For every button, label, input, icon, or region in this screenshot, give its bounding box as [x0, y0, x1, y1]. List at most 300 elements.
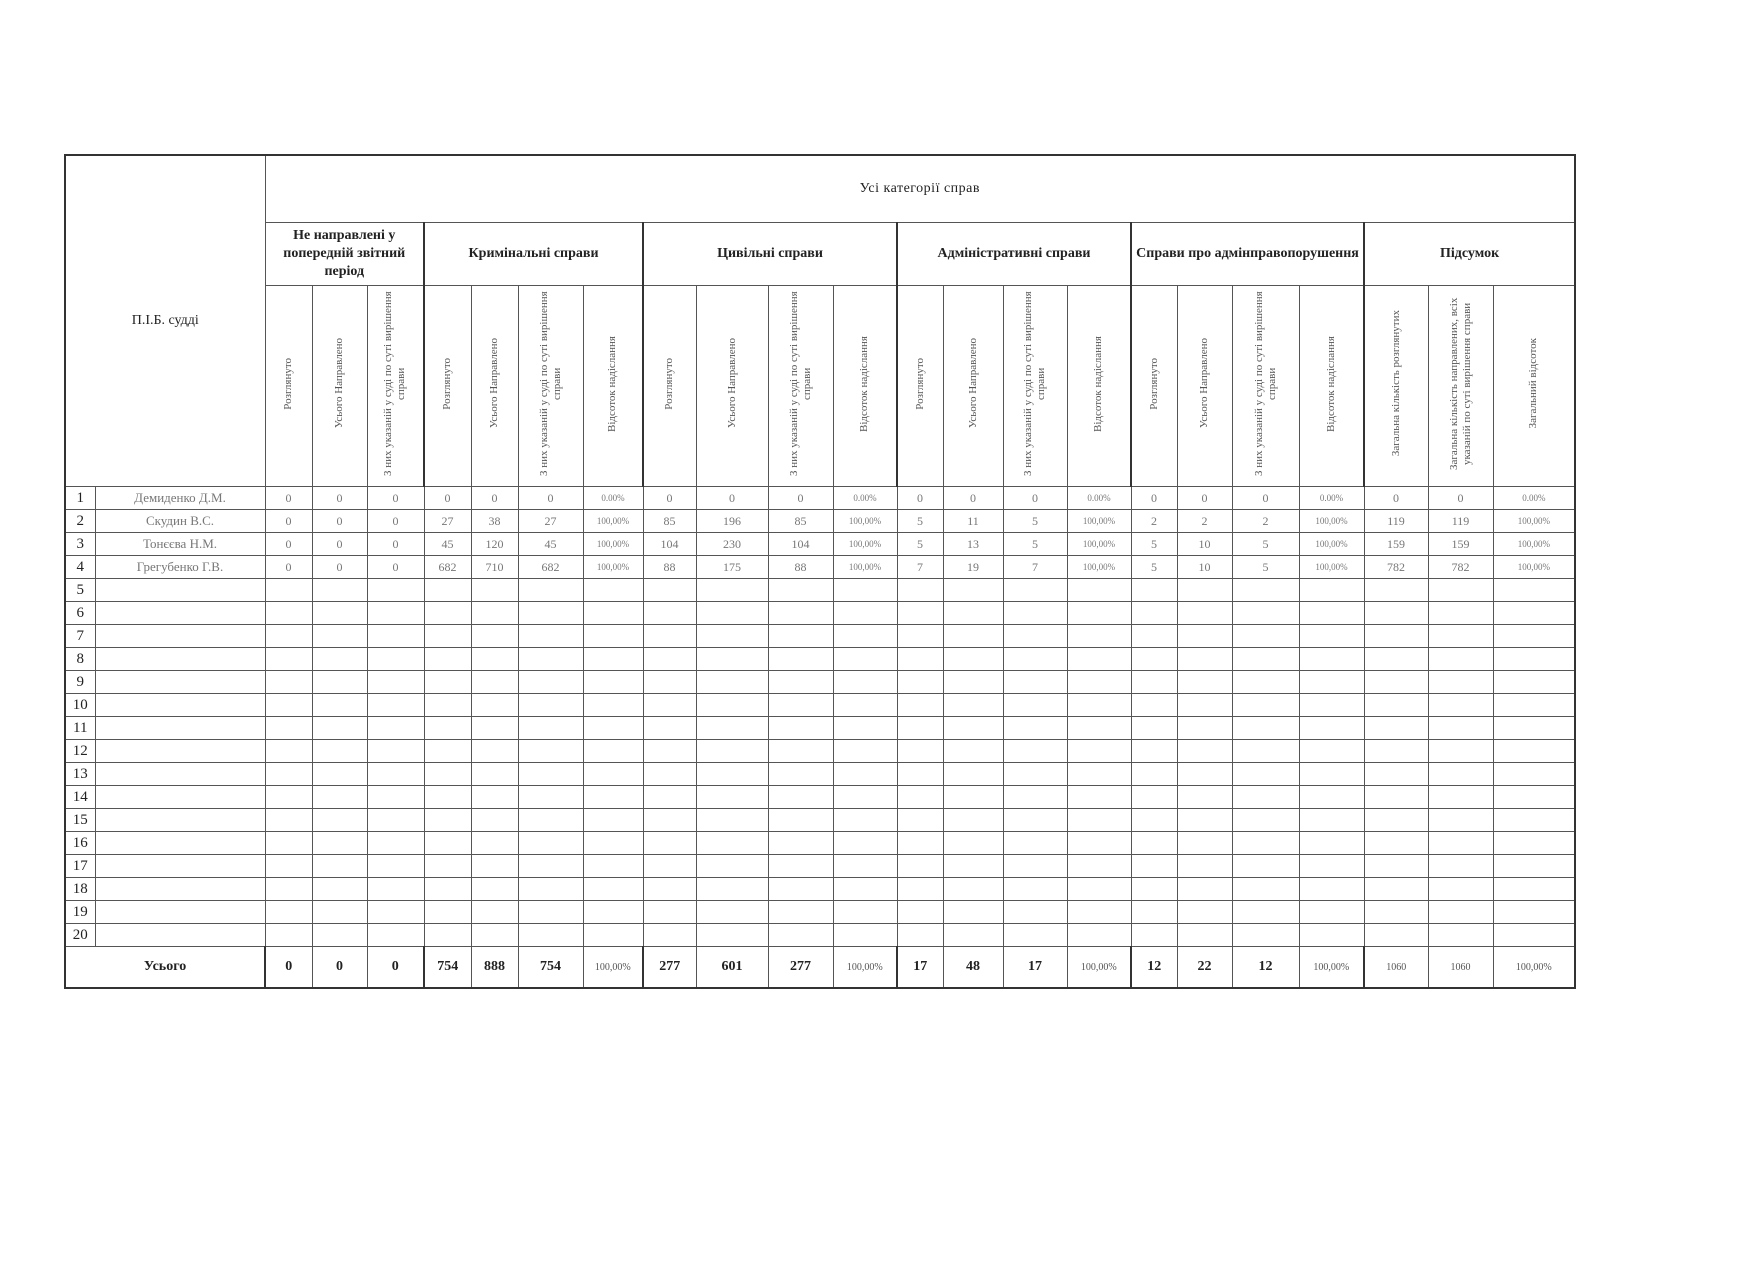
value-cell — [1232, 786, 1299, 809]
subcolumn-header — [1067, 286, 1131, 487]
value-cell — [1003, 855, 1067, 878]
value-cell: 2 — [1131, 510, 1177, 533]
value-cell — [265, 855, 312, 878]
value-cell — [367, 625, 424, 648]
value-cell — [833, 671, 897, 694]
value-cell — [696, 717, 768, 740]
subcolumn-label: Усього Направлено — [1198, 338, 1211, 429]
value-cell — [312, 648, 367, 671]
value-cell: 45 — [518, 533, 583, 556]
value-cell — [1003, 648, 1067, 671]
value-cell: 0 — [897, 487, 943, 510]
table-row — [65, 717, 1575, 740]
value-cell — [424, 671, 471, 694]
total-value: 754 — [518, 947, 583, 989]
value-cell: 0 — [943, 487, 1003, 510]
value-cell — [583, 694, 643, 717]
row-number: 16 — [65, 832, 95, 855]
group-header: Адміністративні справи — [897, 223, 1131, 286]
total-value: 100,00% — [833, 947, 897, 989]
table-row — [65, 763, 1575, 786]
value-cell — [312, 786, 367, 809]
value-cell — [768, 648, 833, 671]
value-cell — [471, 717, 518, 740]
value-cell — [583, 763, 643, 786]
table-row — [65, 671, 1575, 694]
value-cell — [312, 579, 367, 602]
value-cell — [1428, 855, 1493, 878]
value-cell — [1003, 901, 1067, 924]
value-cell — [696, 602, 768, 625]
value-cell — [583, 625, 643, 648]
value-cell — [1067, 602, 1131, 625]
value-cell — [897, 694, 943, 717]
total-value: 0 — [312, 947, 367, 989]
value-cell: 45 — [424, 533, 471, 556]
subcolumn-label: Відсоток надіслання — [858, 335, 871, 432]
value-cell — [1177, 625, 1232, 648]
total-value: 100,00% — [1493, 947, 1575, 989]
value-cell — [424, 694, 471, 717]
value-cell — [1364, 694, 1428, 717]
subcolumn-header — [1428, 286, 1493, 487]
row-number: 15 — [65, 809, 95, 832]
value-cell — [897, 648, 943, 671]
group-header: Не направлені у попередній звітний період — [265, 223, 424, 286]
value-cell: 230 — [696, 533, 768, 556]
value-cell — [265, 901, 312, 924]
value-cell — [367, 878, 424, 901]
value-cell — [1493, 924, 1575, 947]
value-cell — [643, 878, 696, 901]
value-cell — [943, 740, 1003, 763]
value-cell — [1003, 671, 1067, 694]
value-cell — [583, 832, 643, 855]
value-cell — [1364, 740, 1428, 763]
value-cell: 159 — [1364, 533, 1428, 556]
subcolumn-header — [1299, 286, 1364, 487]
subcolumn-header — [897, 286, 943, 487]
value-cell — [643, 809, 696, 832]
value-cell: 100,00% — [1067, 556, 1131, 579]
subcolumn-header — [768, 286, 833, 487]
judge-name: Скудин В.С. — [95, 510, 265, 533]
value-cell — [1493, 809, 1575, 832]
value-cell: 0 — [312, 533, 367, 556]
value-cell — [1003, 625, 1067, 648]
value-cell — [1428, 579, 1493, 602]
value-cell — [265, 809, 312, 832]
row-number: 20 — [65, 924, 95, 947]
value-cell — [1299, 671, 1364, 694]
value-cell — [1232, 648, 1299, 671]
value-cell — [312, 809, 367, 832]
value-cell — [312, 694, 367, 717]
value-cell: 5 — [1131, 556, 1177, 579]
value-cell — [833, 878, 897, 901]
subcolumn-label: Усього Направлено — [966, 338, 979, 429]
value-cell — [768, 855, 833, 878]
value-cell: 682 — [518, 556, 583, 579]
subcolumn-header — [471, 286, 518, 487]
value-cell — [471, 740, 518, 763]
value-cell — [1364, 602, 1428, 625]
value-cell — [1493, 717, 1575, 740]
value-cell — [768, 602, 833, 625]
value-cell — [1428, 694, 1493, 717]
value-cell — [424, 648, 471, 671]
value-cell — [312, 717, 367, 740]
value-cell — [1364, 832, 1428, 855]
value-cell — [424, 625, 471, 648]
value-cell — [897, 579, 943, 602]
value-cell: 782 — [1428, 556, 1493, 579]
judge-name: Тонєєва Н.М. — [95, 533, 265, 556]
judge-name — [95, 924, 265, 947]
value-cell — [1177, 648, 1232, 671]
value-cell — [1493, 763, 1575, 786]
value-cell — [518, 855, 583, 878]
table-row — [65, 901, 1575, 924]
value-cell — [1131, 924, 1177, 947]
value-cell — [1131, 832, 1177, 855]
group-header: Справи про адмінправопорушення — [1131, 223, 1364, 286]
value-cell — [1493, 602, 1575, 625]
value-cell — [583, 924, 643, 947]
subcolumn-label: Усього Направлено — [488, 338, 501, 429]
value-cell: 175 — [696, 556, 768, 579]
row-number: 6 — [65, 602, 95, 625]
value-cell — [1003, 809, 1067, 832]
value-cell — [897, 809, 943, 832]
value-cell — [471, 855, 518, 878]
subcolumn-label: Розглянуто — [441, 357, 454, 410]
value-cell — [768, 878, 833, 901]
value-cell — [583, 855, 643, 878]
value-cell — [518, 740, 583, 763]
value-cell — [424, 809, 471, 832]
value-cell — [312, 901, 367, 924]
judge-name — [95, 648, 265, 671]
value-cell: 5 — [1232, 533, 1299, 556]
value-cell — [1232, 579, 1299, 602]
value-cell — [897, 763, 943, 786]
value-cell — [1299, 579, 1364, 602]
value-cell — [1232, 901, 1299, 924]
value-cell — [1428, 740, 1493, 763]
value-cell — [1067, 832, 1131, 855]
value-cell — [265, 924, 312, 947]
value-cell: 100,00% — [1067, 510, 1131, 533]
subcolumn-label: Розглянуто — [282, 357, 295, 410]
total-value: 754 — [424, 947, 471, 989]
value-cell — [1067, 786, 1131, 809]
value-cell — [312, 832, 367, 855]
value-cell — [1299, 648, 1364, 671]
value-cell — [518, 924, 583, 947]
value-cell — [1299, 832, 1364, 855]
subcolumn-header — [1493, 286, 1575, 487]
total-label: Усього — [65, 947, 265, 989]
value-cell — [1067, 694, 1131, 717]
value-cell — [518, 694, 583, 717]
value-cell — [1299, 625, 1364, 648]
value-cell — [1364, 671, 1428, 694]
value-cell — [1131, 740, 1177, 763]
value-cell — [1177, 878, 1232, 901]
value-cell: 5 — [1232, 556, 1299, 579]
value-cell — [1131, 579, 1177, 602]
value-cell — [768, 924, 833, 947]
value-cell — [518, 579, 583, 602]
value-cell — [833, 717, 897, 740]
subcolumn-header — [943, 286, 1003, 487]
table-row — [65, 740, 1575, 763]
value-cell — [367, 602, 424, 625]
value-cell: 27 — [518, 510, 583, 533]
value-cell — [471, 625, 518, 648]
value-cell: 0 — [367, 556, 424, 579]
row-number: 13 — [65, 763, 95, 786]
value-cell — [1428, 901, 1493, 924]
value-cell — [1364, 809, 1428, 832]
subcolumn-label: Усього Направлено — [333, 338, 346, 429]
value-cell: 7 — [1003, 556, 1067, 579]
table-row — [65, 510, 1575, 533]
value-cell — [518, 786, 583, 809]
total-value: 12 — [1131, 947, 1177, 989]
value-cell — [1131, 878, 1177, 901]
value-cell — [768, 763, 833, 786]
value-cell — [1067, 625, 1131, 648]
value-cell: 0 — [768, 487, 833, 510]
value-cell — [265, 740, 312, 763]
value-cell — [768, 832, 833, 855]
value-cell — [696, 648, 768, 671]
value-cell — [833, 740, 897, 763]
judge-name — [95, 763, 265, 786]
total-row — [65, 947, 1575, 989]
value-cell — [643, 763, 696, 786]
value-cell: 5 — [897, 533, 943, 556]
value-cell — [1299, 901, 1364, 924]
value-cell — [518, 832, 583, 855]
subcolumn-label: Відсоток надіслання — [1092, 335, 1105, 432]
value-cell: 0 — [1364, 487, 1428, 510]
value-cell: 100,00% — [1299, 510, 1364, 533]
value-cell — [1428, 924, 1493, 947]
value-cell — [312, 878, 367, 901]
row-number: 18 — [65, 878, 95, 901]
value-cell — [833, 625, 897, 648]
value-cell — [1003, 878, 1067, 901]
value-cell — [768, 671, 833, 694]
value-cell — [1003, 579, 1067, 602]
row-number: 1 — [65, 487, 95, 510]
value-cell — [1003, 740, 1067, 763]
value-cell — [643, 602, 696, 625]
value-cell — [1177, 786, 1232, 809]
table-row — [65, 694, 1575, 717]
value-cell — [312, 671, 367, 694]
value-cell: 10 — [1177, 533, 1232, 556]
value-cell — [696, 740, 768, 763]
subcolumn-header — [1131, 286, 1177, 487]
value-cell — [768, 625, 833, 648]
value-cell — [518, 878, 583, 901]
row-number: 5 — [65, 579, 95, 602]
subcolumn-header — [1003, 286, 1067, 487]
value-cell: 104 — [768, 533, 833, 556]
value-cell — [833, 855, 897, 878]
subcolumn-header — [265, 286, 312, 487]
value-cell — [583, 901, 643, 924]
value-cell — [1428, 878, 1493, 901]
judge-name — [95, 832, 265, 855]
subcolumn-label: Загальна кількість направлених, всіх указаній по суті вирішення справи — [1447, 297, 1473, 470]
value-cell — [1493, 878, 1575, 901]
value-cell — [768, 694, 833, 717]
value-cell — [1131, 855, 1177, 878]
value-cell — [1003, 717, 1067, 740]
value-cell: 119 — [1428, 510, 1493, 533]
value-cell — [1131, 648, 1177, 671]
value-cell — [367, 855, 424, 878]
value-cell: 10 — [1177, 556, 1232, 579]
total-value: 601 — [696, 947, 768, 989]
value-cell: 19 — [943, 556, 1003, 579]
value-cell — [897, 786, 943, 809]
judge-name — [95, 717, 265, 740]
value-cell — [1364, 878, 1428, 901]
value-cell — [367, 809, 424, 832]
table-row — [65, 579, 1575, 602]
value-cell — [1428, 602, 1493, 625]
value-cell — [424, 786, 471, 809]
value-cell — [833, 763, 897, 786]
value-cell — [643, 924, 696, 947]
subcolumn-label: Усього Направлено — [725, 338, 738, 429]
table-row — [65, 832, 1575, 855]
value-cell — [424, 763, 471, 786]
value-cell — [424, 579, 471, 602]
total-value: 1060 — [1364, 947, 1428, 989]
value-cell — [943, 832, 1003, 855]
value-cell — [312, 740, 367, 763]
value-cell — [583, 671, 643, 694]
value-cell — [897, 717, 943, 740]
value-cell: 5 — [897, 510, 943, 533]
value-cell — [583, 740, 643, 763]
total-value: 888 — [471, 947, 518, 989]
value-cell: 100,00% — [1493, 533, 1575, 556]
value-cell — [1131, 671, 1177, 694]
value-cell — [471, 579, 518, 602]
value-cell: 2 — [1177, 510, 1232, 533]
value-cell — [471, 602, 518, 625]
subcolumn-label: З них указаній у суді по суті вирішення справи — [787, 291, 813, 476]
value-cell — [833, 832, 897, 855]
group-header: Підсумок — [1364, 223, 1575, 286]
table-row — [65, 648, 1575, 671]
table-row — [65, 556, 1575, 579]
value-cell — [1493, 855, 1575, 878]
value-cell — [768, 717, 833, 740]
value-cell — [943, 855, 1003, 878]
value-cell — [1003, 763, 1067, 786]
value-cell — [312, 855, 367, 878]
value-cell — [265, 671, 312, 694]
value-cell — [833, 602, 897, 625]
value-cell — [643, 901, 696, 924]
value-cell — [1177, 763, 1232, 786]
subcolumn-label: Загальна кількість розглянутих — [1389, 310, 1402, 457]
value-cell: 85 — [768, 510, 833, 533]
value-cell — [312, 763, 367, 786]
value-cell — [471, 809, 518, 832]
value-cell — [696, 694, 768, 717]
table-row — [65, 809, 1575, 832]
row-number: 8 — [65, 648, 95, 671]
judge-name — [95, 786, 265, 809]
total-value: 48 — [943, 947, 1003, 989]
value-cell: 5 — [1003, 510, 1067, 533]
value-cell: 5 — [1003, 533, 1067, 556]
subcolumn-label: Розглянуто — [913, 357, 926, 410]
value-cell: 196 — [696, 510, 768, 533]
value-cell — [943, 878, 1003, 901]
value-cell — [424, 602, 471, 625]
total-value: 17 — [897, 947, 943, 989]
value-cell: 0 — [1177, 487, 1232, 510]
value-cell — [1177, 694, 1232, 717]
value-cell — [643, 671, 696, 694]
value-cell — [424, 901, 471, 924]
row-number: 7 — [65, 625, 95, 648]
value-cell — [471, 786, 518, 809]
value-cell — [1299, 786, 1364, 809]
value-cell — [768, 786, 833, 809]
value-cell — [424, 740, 471, 763]
value-cell — [265, 717, 312, 740]
value-cell — [265, 832, 312, 855]
total-value: 0 — [265, 947, 312, 989]
value-cell — [833, 579, 897, 602]
value-cell — [1131, 717, 1177, 740]
value-cell — [943, 901, 1003, 924]
value-cell — [471, 878, 518, 901]
value-cell — [367, 717, 424, 740]
value-cell — [367, 901, 424, 924]
value-cell — [943, 786, 1003, 809]
total-value: 277 — [768, 947, 833, 989]
value-cell — [643, 625, 696, 648]
table-row — [65, 855, 1575, 878]
value-cell — [1232, 625, 1299, 648]
value-cell — [1428, 832, 1493, 855]
value-cell: 119 — [1364, 510, 1428, 533]
value-cell — [367, 671, 424, 694]
value-cell — [1299, 809, 1364, 832]
value-cell — [471, 832, 518, 855]
value-cell — [583, 809, 643, 832]
row-number: 14 — [65, 786, 95, 809]
judge-name — [95, 602, 265, 625]
subcolumn-header — [518, 286, 583, 487]
value-cell: 0.00% — [1067, 487, 1131, 510]
total-value: 22 — [1177, 947, 1232, 989]
value-cell: 120 — [471, 533, 518, 556]
